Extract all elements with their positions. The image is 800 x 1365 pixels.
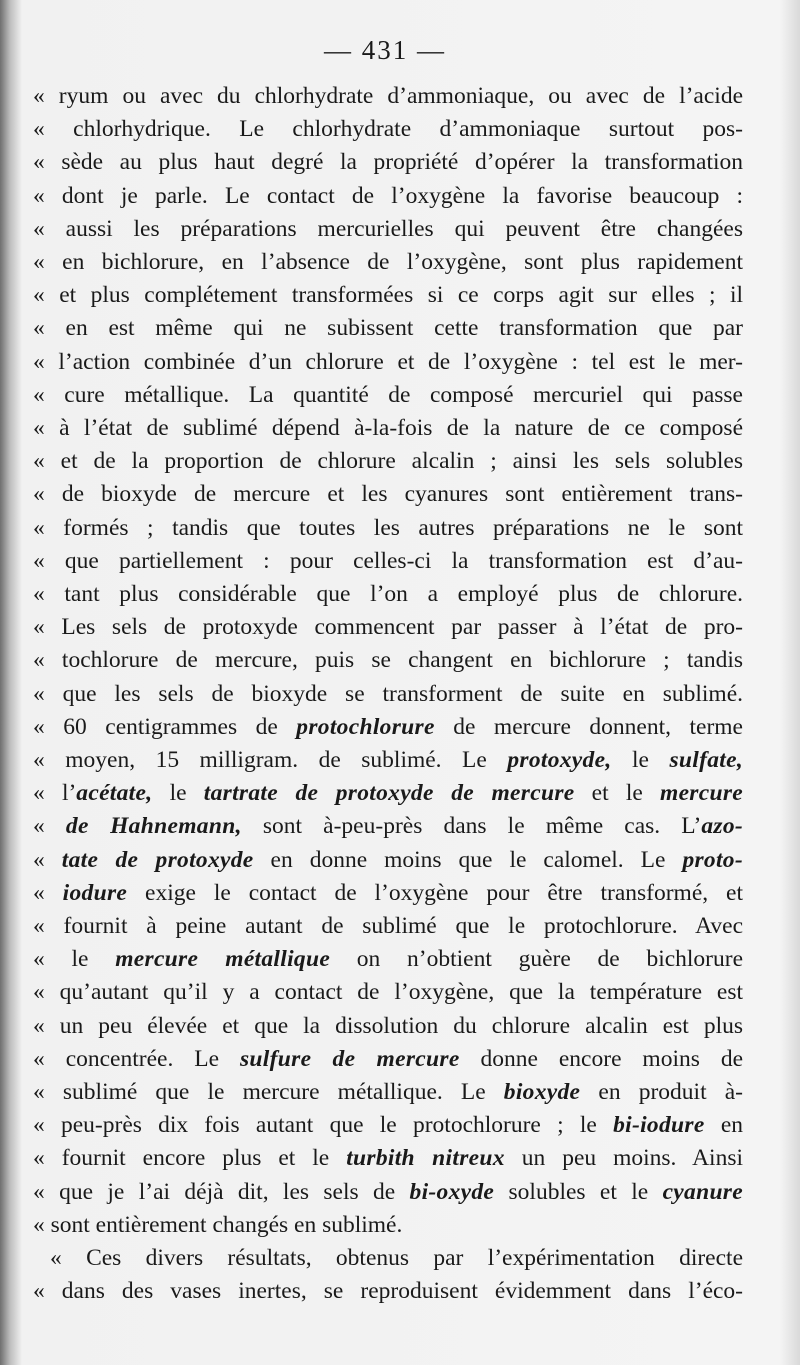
text-run: de bioxyde de mercure et les cyanures sont entièrement trans-: [61, 481, 743, 508]
text-run: et de la proportion de chlorure alcalin ; ainsi les sels solubles: [60, 448, 743, 475]
text-run: l’action combinée d’un chlorure et de l’oxygène : tel est le mer-: [58, 348, 743, 375]
text-line: [33, 1109, 743, 1142]
text-line: [33, 1275, 743, 1308]
text-run: tant plus considérable que l’on a employé plus de chlorure.: [64, 581, 744, 607]
text-run: «: [50, 1245, 87, 1271]
text-line: [33, 80, 743, 113]
text-run: «: [33, 547, 65, 574]
text-run: «: [33, 614, 62, 641]
italic-term: acétate,: [76, 780, 153, 807]
text-run: chlorhydrique. Le chlorhydrate d’ammoniaque surtout pos-: [73, 116, 744, 143]
italic-term: proto-: [682, 846, 743, 873]
text-line: [33, 1043, 743, 1076]
text-run: concentrée. Le: [65, 1045, 240, 1072]
text-run: «: [33, 1079, 63, 1105]
text-run: «: [33, 1178, 60, 1205]
text-run: «: [33, 581, 65, 607]
text-run: formés ; tandis que toutes les autres préparations ne le sont: [63, 514, 743, 541]
text-line: [33, 312, 743, 345]
italic-term: sulfure de mercure: [239, 1045, 460, 1072]
text-run: «: [33, 1211, 51, 1238]
italic-term: azo-: [701, 813, 744, 840]
italic-term: tartrate de protoxyde de mercure: [203, 780, 575, 807]
text-run: sède au plus haut degré la propriété d’opérer la transformation: [61, 149, 744, 176]
text-line: [33, 512, 743, 545]
italic-term: bioxyde: [503, 1079, 581, 1105]
text-run: le: [71, 946, 116, 973]
text-run: tochlorure de mercure, puis se changent en bichlorure ; tandis: [61, 647, 743, 674]
text-line: [33, 976, 743, 1009]
italic-term: turbith nitreux: [346, 1145, 505, 1172]
text-line: [33, 412, 743, 445]
text-line: [33, 1209, 743, 1242]
text-run: «: [33, 1145, 62, 1172]
text-line: [33, 578, 743, 611]
italic-term: bi-iodure: [613, 1112, 705, 1139]
text-run: «: [33, 249, 63, 275]
text-line: [33, 744, 743, 777]
text-line: [33, 1142, 743, 1175]
text-run: peu-près dix fois autant que le protochlorure ; le: [61, 1112, 614, 1139]
text-run: ryum ou avec du chlorhydrate d’ammoniaque, ou avec de l’acide: [58, 83, 744, 109]
text-run: dans des vases inertes, se reproduisent évidemment dans l’éco-: [61, 1278, 743, 1305]
text-line: [33, 213, 743, 246]
italic-term: de Hahnemann,: [65, 813, 242, 840]
text-line: [33, 777, 743, 810]
text-run: «: [33, 1278, 62, 1305]
text-run: en: [704, 1112, 744, 1139]
text-run: en bichlorure, en l’absence de l’oxygène, sont plus rapidement: [62, 249, 743, 275]
text-line: [33, 910, 743, 943]
text-run: sublimé que le mercure métallique. Le: [62, 1079, 504, 1105]
text-run: sont entièrement changés en sublimé.: [50, 1211, 403, 1238]
text-run: moyen, 15 milligram. de sublimé. Le: [65, 747, 508, 773]
text-run: «: [33, 182, 62, 209]
text-run: de mercure donnent, terme: [434, 713, 743, 740]
text-run: «: [33, 116, 74, 143]
text-run: et le: [574, 780, 660, 807]
italic-term: protoxyde,: [507, 747, 612, 773]
text-run: en produit à-: [580, 1079, 744, 1105]
text-line: [33, 711, 743, 744]
italic-term: cyanure: [662, 1178, 743, 1205]
text-run: «: [33, 680, 63, 707]
text-run: «: [33, 348, 59, 375]
text-run: «: [33, 946, 72, 973]
italic-term: sulfate,: [669, 747, 743, 773]
text-run: «: [33, 647, 62, 674]
text-run: «: [33, 381, 65, 408]
text-run: un peu moins. Ainsi: [504, 1145, 744, 1172]
text-run: le: [611, 747, 670, 773]
text-run: «: [33, 846, 62, 873]
italic-term: bi-oxyde: [409, 1178, 495, 1205]
text-run: «: [33, 282, 60, 309]
text-line: [50, 1242, 743, 1275]
text-run: «: [33, 780, 62, 807]
text-run: «: [33, 747, 66, 773]
text-run: un peu élevée et que la dissolution du chlorure alcalin est plus: [59, 1012, 744, 1039]
italic-term: tate de protoxyde: [61, 846, 254, 873]
italic-term: protochlorure: [296, 713, 435, 740]
text-run: le: [152, 780, 204, 807]
text-run: «: [33, 415, 60, 441]
text-run: cure métallique. La quantité de composé mercuriel qui passe: [64, 381, 743, 408]
text-line: [33, 877, 743, 910]
text-line: [33, 445, 743, 478]
text-run: en donne moins que le calomel. Le: [253, 846, 683, 873]
text-line: [33, 545, 743, 578]
text-run: aussi les préparations mercurielles qui peuvent être changées: [65, 215, 743, 242]
text-run: que partiellement : pour celles-ci la transformation est d’au-: [64, 547, 743, 574]
text-run: l’: [61, 780, 77, 807]
text-run: «: [33, 1012, 60, 1039]
text-run: «: [33, 215, 66, 242]
text-run: «: [33, 481, 62, 508]
text-run: fournit encore plus et le: [61, 1145, 347, 1172]
text-line: [33, 1076, 743, 1109]
text-line: [33, 1010, 743, 1043]
text-line: [33, 810, 743, 843]
text-line: [33, 478, 743, 511]
text-line: [33, 379, 743, 412]
text-run: 60 centigrammes de: [63, 713, 297, 740]
text-run: dont je parle. Le contact de l’oxygène la favorise beaucoup :: [61, 182, 744, 209]
text-line: [33, 113, 743, 146]
text-line: [33, 246, 743, 279]
text-run: solubles et le: [494, 1178, 663, 1205]
text-line: [33, 279, 743, 312]
text-run: en est même qui ne subissent cette transformation que par: [65, 315, 744, 342]
text-run: «: [33, 713, 64, 740]
text-run: «: [33, 879, 63, 906]
text-run: Ces divers résultats, obtenus par l’expérimentation directe: [86, 1245, 743, 1271]
text-line: [33, 1176, 743, 1209]
text-line: [33, 644, 743, 677]
text-run: «: [33, 514, 64, 541]
text-line: [33, 678, 743, 711]
text-line: [33, 180, 743, 213]
text-line: [33, 844, 743, 877]
italic-term: iodure: [62, 879, 128, 906]
text-run: «: [33, 315, 66, 342]
text-run: Les sels de protoxyde commencent par passer à l’état de pro-: [61, 614, 743, 641]
text-line: [33, 146, 743, 179]
text-run: «: [33, 1045, 66, 1072]
italic-term: mercure: [659, 780, 744, 807]
page-number: — 431 —: [324, 35, 446, 65]
text-run: et plus complétement transformées si ce corps agit sur elles ; il: [59, 282, 743, 309]
text-run: «: [33, 813, 66, 840]
text-run: sont à-peu-près dans le même cas. L’: [241, 813, 702, 840]
text-line: [33, 346, 743, 379]
text-run: donne encore moins de: [459, 1045, 743, 1072]
text-run: on n’obtient guère de bichlorure: [330, 946, 744, 973]
text-line: [33, 943, 743, 976]
text-run: «: [33, 83, 59, 109]
italic-term: mercure métallique: [115, 946, 331, 973]
text-run: exige le contact de l’oxygène pour être transformé, et: [127, 879, 744, 906]
text-run: «: [33, 149, 62, 176]
text-run: «: [33, 1112, 61, 1139]
text-run: «: [33, 448, 61, 475]
text-run: que je l’ai déjà dit, les sels de: [59, 1178, 410, 1205]
text-run: «: [33, 979, 60, 1006]
text-run: «: [33, 913, 64, 939]
text-line: [33, 611, 743, 644]
text-run: fournit à peine autant de sublimé que le protochlorure. Avec: [63, 913, 744, 939]
text-run: que les sels de bioxyde se transforment de suite en sublimé.: [62, 680, 743, 707]
text-run: qu’autant qu’il y a contact de l’oxygène, que la température est: [59, 979, 744, 1006]
text-run: à l’état de sublimé dépend à-la-fois de la nature de ce composé: [59, 415, 744, 441]
